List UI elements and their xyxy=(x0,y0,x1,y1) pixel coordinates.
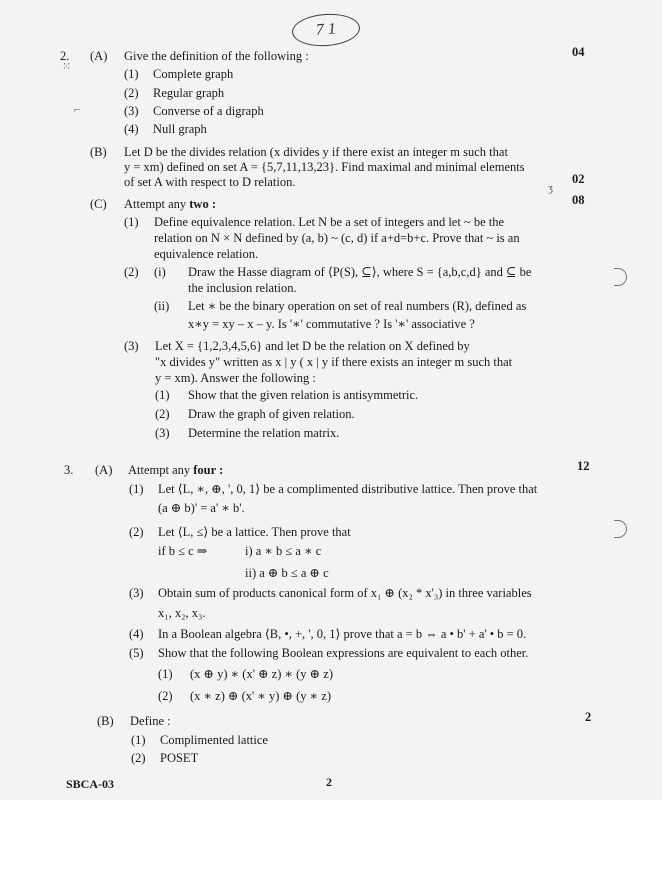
sub-item: x∗y = xy – x – y. Is '∗' commutative ? Is '∗' associative ? xyxy=(188,317,475,331)
part-text: Attempt any four : xyxy=(128,463,224,477)
question-number: 2. xyxy=(60,49,70,63)
sub-item: Determine the relation matrix. xyxy=(188,426,340,440)
marks: 04 xyxy=(572,45,585,59)
marks: 12 xyxy=(577,459,590,473)
list-item: relation on N × N defined by (a, b) ~ (c, d) if a+d=b+c. Prove that ~ is an xyxy=(154,231,520,245)
list-item-number: (3) xyxy=(124,339,139,353)
part-label: (B) xyxy=(97,714,114,728)
part-label: (B) xyxy=(90,145,107,159)
list-item: x₁, x₂, x₃. xyxy=(158,606,206,620)
list-item-number: (1) xyxy=(124,215,139,229)
list-item: Converse of a digraph xyxy=(153,104,264,118)
question-number: 3. xyxy=(64,463,74,477)
part-label: (A) xyxy=(95,463,113,477)
list-item: Let ⟨L, ∗, ⊕, ', 0, 1⟩ be a complimented distributive lattice. Then prove that xyxy=(158,482,538,496)
sub-item-number: (i) xyxy=(154,265,166,279)
list-item: Complete graph xyxy=(153,67,234,81)
list-item-number: (2) xyxy=(129,525,144,539)
list-item: equivalence relation. xyxy=(154,247,259,261)
list-item-number: (2) xyxy=(124,265,139,279)
sub-item: (x ⊕ y) ∗ (x' ⊕ z) ∗ (y ⊕ z) xyxy=(190,667,333,681)
list-item: Show that the following Boolean expressions are equivalent to each other. xyxy=(158,646,529,660)
list-item: Regular graph xyxy=(153,86,225,100)
sub-item: Draw the Hasse diagram of ⟨P(S), ⊆⟩, where S = {a,b,c,d} and ⊆ be xyxy=(188,265,532,279)
sub-item-number: (2) xyxy=(155,407,170,421)
sub-item-number: (1) xyxy=(158,667,173,681)
list-item-number: (4) xyxy=(129,627,144,641)
list-item: Obtain sum of products canonical form of x₁ ⊕ (x₂ * x'₃) in three variables xyxy=(158,586,532,600)
part-text: Define : xyxy=(130,714,171,728)
sub-item: (x ∗ z) ⊕ (x' ∗ y) ⊕ (y ∗ z) xyxy=(190,689,332,703)
margin-scribble: ʒ xyxy=(548,182,553,194)
part-label: (A) xyxy=(90,49,108,63)
list-item: ii) a ⊕ b ≤ a ⊕ c xyxy=(245,566,329,580)
part-text: Give the definition of the following : xyxy=(124,49,309,63)
list-item: Let ⟨L, ≤⟩ be a lattice. Then prove that xyxy=(158,525,351,539)
list-item: In a Boolean algebra ⟨B, •, +, ', 0, 1⟩ prove that a = b ⇔ a • b' + a' • b = 0. xyxy=(158,627,527,641)
sub-item-number: (2) xyxy=(158,689,173,703)
margin-scribble: ⌐ xyxy=(74,104,81,116)
paper-code: SBCA-03 xyxy=(66,777,115,791)
punch-hole-mark xyxy=(614,520,627,538)
list-item-number: (2) xyxy=(131,751,146,765)
list-item-number: (1) xyxy=(131,733,146,747)
list-item-number: (2) xyxy=(124,86,139,100)
list-item: Complimented lattice xyxy=(160,733,268,747)
list-item: Null graph xyxy=(153,122,207,136)
marks: 08 xyxy=(572,193,585,207)
part-text: Attempt any two : xyxy=(124,197,216,211)
list-item: y = xm). Answer the following : xyxy=(155,371,316,385)
list-item-number: (4) xyxy=(124,122,139,136)
page-number: 2 xyxy=(326,775,332,789)
part-text: Let D be the divides relation (x divides y if there exist an integer m such that xyxy=(124,145,508,159)
sub-item-number: (1) xyxy=(155,388,170,402)
sub-item-number: (ii) xyxy=(154,299,170,313)
list-item: i) a ∗ b ≤ a ∗ c xyxy=(245,544,322,558)
list-item: if b ≤ c ⇒ xyxy=(158,544,208,558)
list-item-number: (3) xyxy=(129,586,144,600)
sub-item-number: (3) xyxy=(155,426,170,440)
list-item-number: (1) xyxy=(129,482,144,496)
sub-item: Draw the graph of given relation. xyxy=(188,407,355,421)
list-item: (a ⊕ b)' = a' ∗ b'. xyxy=(158,501,245,515)
sub-item: Show that the given relation is antisymmetric. xyxy=(188,388,419,402)
list-item: POSET xyxy=(160,751,199,765)
part-text: y = xm) defined on set A = {5,7,11,13,23}. Find maximal and minimal elements xyxy=(124,160,525,174)
margin-scribble: ⁙ xyxy=(62,61,72,73)
punch-hole-mark xyxy=(614,268,627,286)
examiner-stamp: 7 1 xyxy=(291,12,361,49)
part-label: (C) xyxy=(90,197,107,211)
part-text: of set A with respect to D relation. xyxy=(124,175,296,189)
marks: 02 xyxy=(572,172,585,186)
marks: 2 xyxy=(585,710,592,724)
sub-item: Let ∗ be the binary operation on set of real numbers (R), defined as xyxy=(188,299,527,313)
list-item-number: (5) xyxy=(129,646,144,660)
list-item-number: (3) xyxy=(124,104,139,118)
list-item: Define equivalence relation. Let N be a set of integers and let ~ be the xyxy=(154,215,505,229)
sub-item: the inclusion relation. xyxy=(188,281,297,295)
list-item-number: (1) xyxy=(124,67,139,81)
list-item: Let X = {1,2,3,4,5,6} and let D be the relation on X defined by xyxy=(155,339,470,353)
list-item: "x divides y" written as x | y ( x | y if there exists an integer m such that xyxy=(155,355,513,369)
